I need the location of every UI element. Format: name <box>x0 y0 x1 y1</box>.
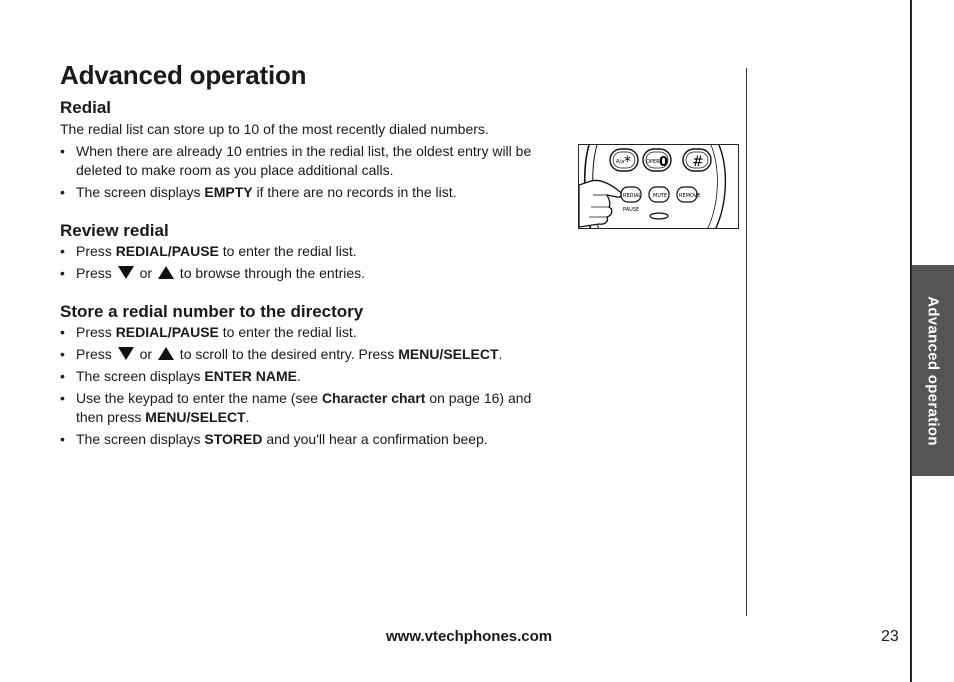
redial-heading: Redial <box>60 98 112 117</box>
keypad-svg <box>579 145 739 229</box>
side-tab-label: Advanced operation <box>924 295 942 446</box>
hand-outline <box>579 180 621 227</box>
star-key-glyph: * <box>624 154 631 170</box>
pointing-hand-icon <box>579 180 621 227</box>
handset-edge-right <box>715 145 725 229</box>
remove-key-label: REMOVE <box>679 193 701 199</box>
page-title: Advanced operation <box>60 60 307 90</box>
list-item: • The screen displays STORED and you'll hear a confirmation beep. <box>60 430 558 449</box>
list-item: • Press REDIAL/PAUSE to enter the redial list. <box>60 323 558 342</box>
redial-intro: The redial list can store up to 10 of the most recently dialed numbers. <box>60 121 489 137</box>
list-item: • Press REDIAL/PAUSE to enter the redial list. <box>60 242 560 261</box>
redial-bullets <box>60 142 560 205</box>
up-triangle-icon <box>158 347 174 360</box>
pause-label: PAUSE <box>623 207 640 213</box>
column-divider <box>746 68 747 616</box>
list-item: • Press or to scroll to the desired entry. Press MENU/SELECT. <box>60 345 558 364</box>
page-number: 23 <box>881 628 899 645</box>
mute-key-label: MUTE <box>653 193 668 199</box>
section-side-tab <box>912 265 954 476</box>
review-redial-heading: Review redial <box>60 221 169 240</box>
down-triangle-icon <box>118 266 134 279</box>
zero-key-glyph: 0 <box>659 155 669 170</box>
pound-key-glyph: # <box>692 154 704 170</box>
list-item: • Use the keypad to enter the name (see Character chart on page 16) and then press MENU/SELECT. <box>60 389 558 427</box>
down-triangle-icon <box>118 347 134 360</box>
list-item: • The screen displays ENTER NAME. <box>60 367 558 386</box>
up-triangle-icon <box>158 266 174 279</box>
store-bullets <box>60 323 558 452</box>
footer-url: www.vtechphones.com <box>386 628 553 645</box>
microphone-slot <box>650 213 668 219</box>
store-heading: Store a redial number to the directory <box>60 302 364 321</box>
list-item: • Press or to browse through the entries. <box>60 264 560 283</box>
review-bullets <box>60 242 560 286</box>
keypad-illustration <box>578 144 739 229</box>
star-key-label: A/a <box>616 159 625 165</box>
redial-key-label: REDIAL <box>623 193 642 199</box>
list-item: • The screen displays EMPTY if there are no records in the list. <box>60 183 560 202</box>
zero-key-label: OPER <box>646 159 660 165</box>
list-item: • When there are already 10 entries in the redial list, the oldest entry will be deleted to make room as you place additional calls. <box>60 142 560 180</box>
